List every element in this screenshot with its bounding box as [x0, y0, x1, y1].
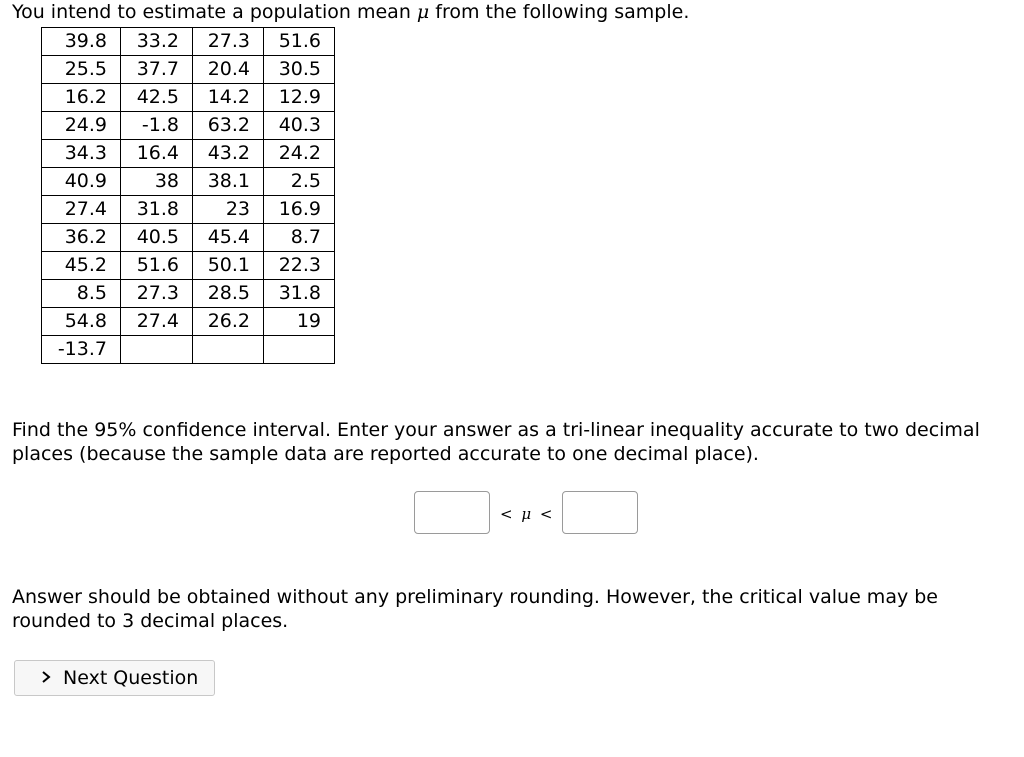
table-row: [42, 56, 335, 84]
next-question-label: Next Question: [63, 667, 199, 689]
lower-bound-input[interactable]: [414, 491, 490, 534]
table-cell: 50.1: [193, 252, 264, 280]
table-cell: 27.4: [42, 196, 121, 224]
table-cell: 40.9: [42, 168, 121, 196]
table-cell: 26.2: [193, 308, 264, 336]
table-cell: 37.7: [121, 56, 193, 84]
table-cell: 31.8: [264, 280, 335, 308]
table-cell: 20.4: [193, 56, 264, 84]
problem-intro: [12, 0, 689, 24]
table-cell: 45.4: [193, 224, 264, 252]
table-cell: 38: [121, 168, 193, 196]
table-cell: 8.5: [42, 280, 121, 308]
table-cell: 34.3: [42, 140, 121, 168]
table-cell: 43.2: [193, 140, 264, 168]
table-cell: 2.5: [264, 168, 335, 196]
table-cell: 36.2: [42, 224, 121, 252]
table-cell: 39.8: [42, 28, 121, 56]
table-cell: 8.7: [264, 224, 335, 252]
table-row: [42, 252, 335, 280]
table-cell: 24.9: [42, 112, 121, 140]
table-cell: 28.5: [193, 280, 264, 308]
table-cell: 19: [264, 308, 335, 336]
answer-row: [414, 491, 638, 534]
table-cell: 40.3: [264, 112, 335, 140]
next-question-button[interactable]: [14, 660, 215, 696]
intro-text-after: from the following sample.: [429, 1, 690, 23]
rounding-note: Answer should be obtained without any preliminary rounding. However, the critical value may be rounded to 3 decimal places.: [12, 586, 938, 632]
table-cell: 27.4: [121, 308, 193, 336]
table-cell: 25.5: [42, 56, 121, 84]
table-cell: 54.8: [42, 308, 121, 336]
table-row: [42, 140, 335, 168]
table-row: [42, 336, 335, 364]
table-cell: 33.2: [121, 28, 193, 56]
table-cell: 27.3: [121, 280, 193, 308]
table-cell: 63.2: [193, 112, 264, 140]
table-cell: -13.7: [42, 336, 121, 364]
sample-data-body: [42, 28, 335, 364]
table-cell: 38.1: [193, 168, 264, 196]
table-cell: 42.5: [121, 84, 193, 112]
table-row: [42, 196, 335, 224]
table-cell: 40.5: [121, 224, 193, 252]
table-cell: 16.2: [42, 84, 121, 112]
table-cell: [264, 336, 335, 364]
table-cell: 12.9: [264, 84, 335, 112]
table-cell: 27.3: [193, 28, 264, 56]
question-text: Find the 95% confidence interval. Enter your answer as a tri-linear inequality accurate to two decimal places (because the sample data are reported accurate to one decimal place).: [12, 419, 980, 465]
table-cell: [121, 336, 193, 364]
table-cell: 31.8: [121, 196, 193, 224]
mu-symbol: μ: [416, 1, 430, 23]
table-cell: 51.6: [264, 28, 335, 56]
chevron-right-icon: [39, 667, 53, 689]
table-cell: 51.6: [121, 252, 193, 280]
table-row: [42, 168, 335, 196]
table-cell: -1.8: [121, 112, 193, 140]
intro-text-before: You intend to estimate a population mean: [12, 1, 417, 23]
table-row: [42, 280, 335, 308]
table-cell: 22.3: [264, 252, 335, 280]
inequality-mu-label: < μ <: [500, 504, 555, 523]
table-row: [42, 28, 335, 56]
upper-bound-input[interactable]: [562, 491, 638, 534]
table-row: [42, 224, 335, 252]
table-cell: 30.5: [264, 56, 335, 84]
table-row: [42, 84, 335, 112]
table-cell: 14.2: [193, 84, 264, 112]
table-cell: 24.2: [264, 140, 335, 168]
table-cell: [193, 336, 264, 364]
table-row: [42, 112, 335, 140]
table-cell: 45.2: [42, 252, 121, 280]
sample-data-table: [41, 27, 335, 364]
table-row: [42, 308, 335, 336]
table-cell: 16.4: [121, 140, 193, 168]
table-cell: 23: [193, 196, 264, 224]
table-cell: 16.9: [264, 196, 335, 224]
